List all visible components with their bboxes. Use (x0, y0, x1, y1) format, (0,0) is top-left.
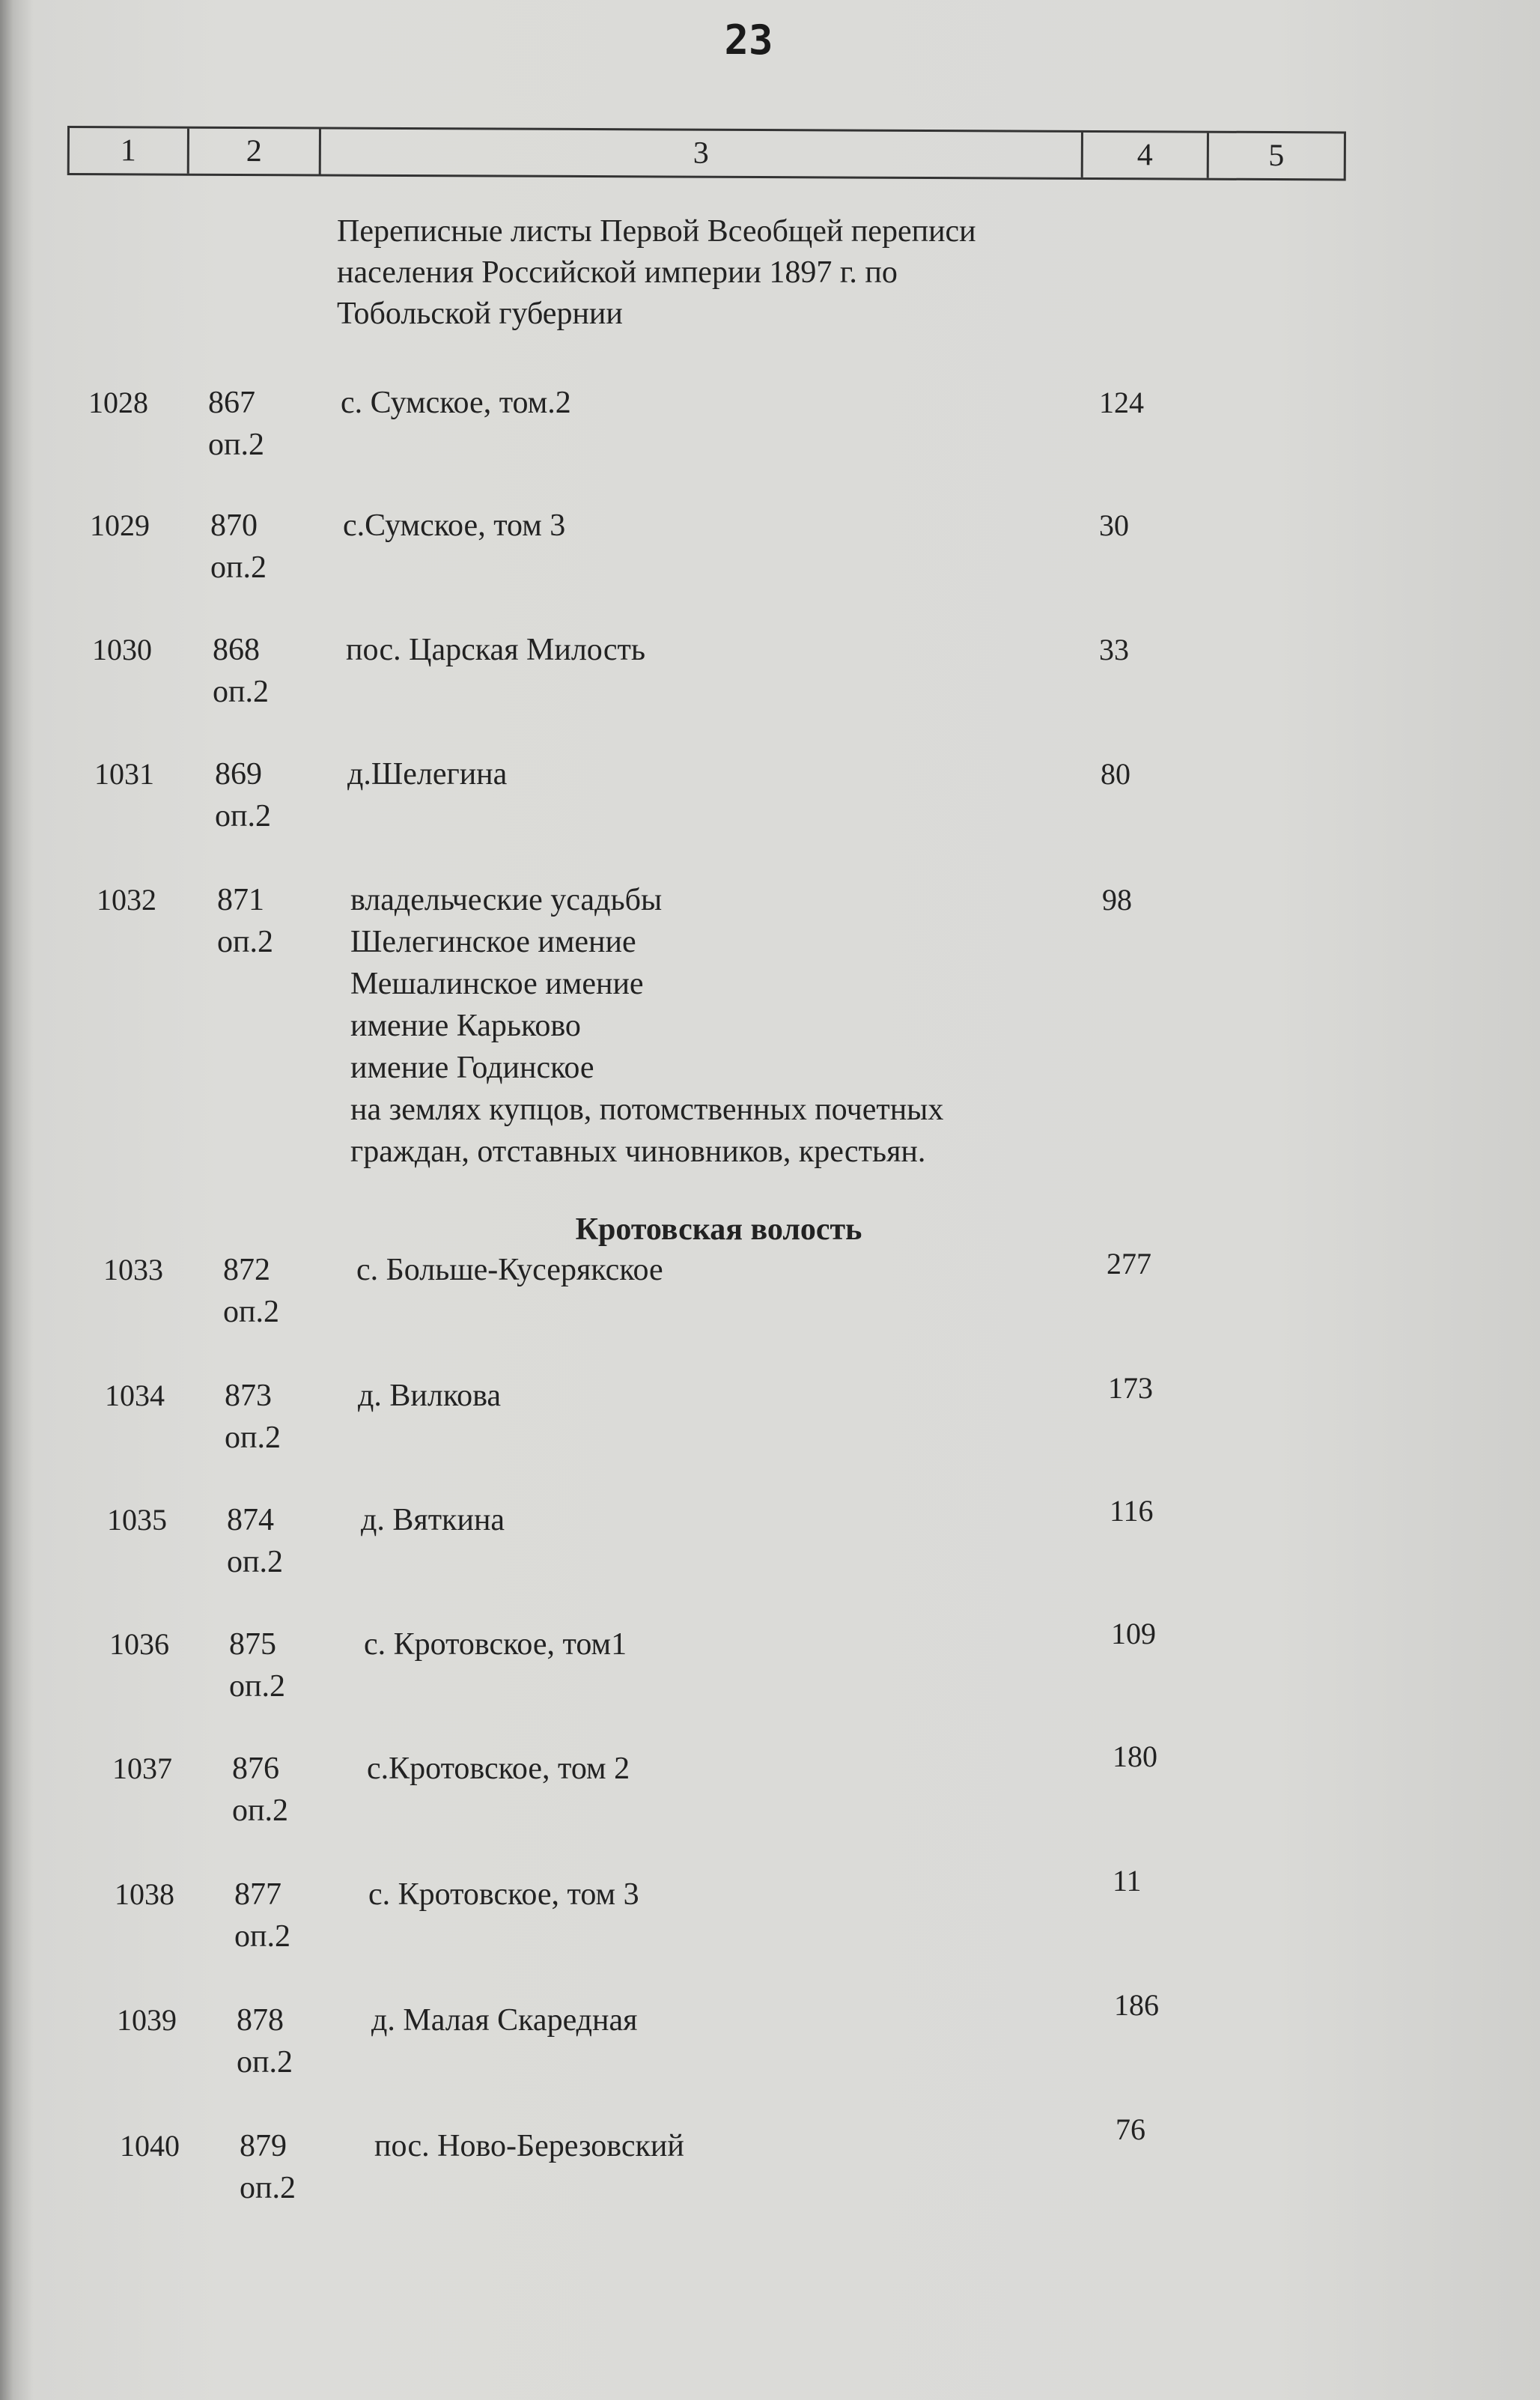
record-opis: оп.2 (229, 1669, 285, 1704)
record-number: 1039 (117, 2003, 177, 2037)
record-name: пос. Ново-Березовский (374, 2129, 684, 2163)
record-number: 1032 (97, 883, 156, 917)
record-opis: оп.2 (225, 1421, 281, 1455)
record-count: 30 (1099, 508, 1129, 542)
record-opis: оп.2 (217, 925, 273, 959)
column-header-2: 2 (189, 129, 321, 174)
record-opis: оп.2 (234, 1919, 290, 1954)
record-name: с. Кротовское, том1 (364, 1627, 627, 1662)
record-opis: оп.2 (232, 1793, 288, 1828)
record-count: 98 (1102, 883, 1132, 917)
record-fond: 874 (227, 1503, 274, 1537)
record-count: 109 (1111, 1617, 1156, 1650)
record-opis: оп.2 (223, 1295, 279, 1329)
record-number: 1040 (120, 2129, 180, 2163)
record-number: 1035 (107, 1503, 167, 1537)
record-count: 180 (1113, 1740, 1157, 1773)
record-fond: 876 (232, 1752, 279, 1786)
record-fond: 878 (237, 2003, 284, 2038)
record-count: 80 (1101, 757, 1130, 791)
record-name: с. Кротовское, том 3 (368, 1877, 639, 1912)
record-name: пос. Царская Милость (346, 633, 645, 667)
record-number: 1030 (92, 633, 152, 666)
record-fond: 869 (215, 757, 262, 792)
record-fond: 873 (225, 1379, 272, 1413)
record-fond: 875 (229, 1627, 276, 1662)
record-name: д. Вилкова (358, 1379, 502, 1413)
column-header-3: 3 (321, 129, 1083, 177)
record-opis: оп.2 (215, 799, 271, 833)
record-fond: 870 (210, 508, 258, 543)
record-name: д.Шелегина (347, 757, 508, 792)
record-count: 33 (1099, 633, 1129, 666)
record-number: 1028 (88, 386, 148, 419)
record-name: д. Малая Скаредная (371, 2003, 638, 2038)
record-name: владельческие усадьбы Шелегинское имение Мешалинское имение имение Карьково имение Годинское на землях купцов, потомственных почетных граждан, отставных чиновников, крестьян. (350, 883, 944, 1169)
record-fond: 879 (240, 2129, 287, 2163)
record-count: 116 (1110, 1494, 1154, 1528)
column-header-1: 1 (70, 128, 189, 174)
section-title: Переписные листы Первой Всеобщей переписи населения Российской империи 1897 г. по Тобольской губернии (337, 214, 976, 331)
record-number: 1034 (105, 1379, 165, 1412)
record-name: с.Кротовское, том 2 (367, 1752, 630, 1786)
record-fond: 868 (213, 633, 260, 667)
record-name: д. Вяткина (361, 1503, 505, 1537)
record-name: с.Сумское, том 3 (343, 508, 566, 543)
column-header-4: 4 (1083, 133, 1209, 178)
record-count: 11 (1113, 1864, 1142, 1898)
record-opis: оп.2 (213, 675, 269, 709)
column-header-5: 5 (1268, 139, 1285, 174)
record-opis: оп.2 (240, 2171, 296, 2205)
record-number: 1033 (103, 1253, 163, 1286)
record-count: 277 (1107, 1247, 1151, 1280)
record-count: 173 (1108, 1371, 1153, 1405)
record-opis: оп.2 (237, 2045, 293, 2080)
record-number: 1038 (115, 1877, 174, 1911)
record-fond: 877 (234, 1877, 281, 1912)
record-opis: оп.2 (210, 550, 267, 585)
record-count: 76 (1116, 2112, 1145, 2146)
subsection-title: Кротовская волость (575, 1212, 862, 1247)
record-fond: 867 (208, 386, 255, 420)
record-number: 1029 (90, 508, 150, 542)
record-count: 124 (1099, 386, 1144, 419)
record-number: 1031 (94, 757, 154, 791)
record-number: 1037 (112, 1752, 172, 1785)
record-number: 1036 (109, 1627, 169, 1661)
record-name: с. Сумское, том.2 (341, 386, 571, 420)
record-name: с. Больше-Кусерякское (356, 1253, 663, 1287)
record-count: 186 (1114, 1988, 1159, 2022)
record-opis: оп.2 (227, 1545, 283, 1579)
record-fond: 871 (217, 883, 264, 917)
record-opis: оп.2 (208, 428, 264, 462)
record-fond: 872 (223, 1253, 270, 1287)
page-number: 23 (724, 16, 773, 64)
